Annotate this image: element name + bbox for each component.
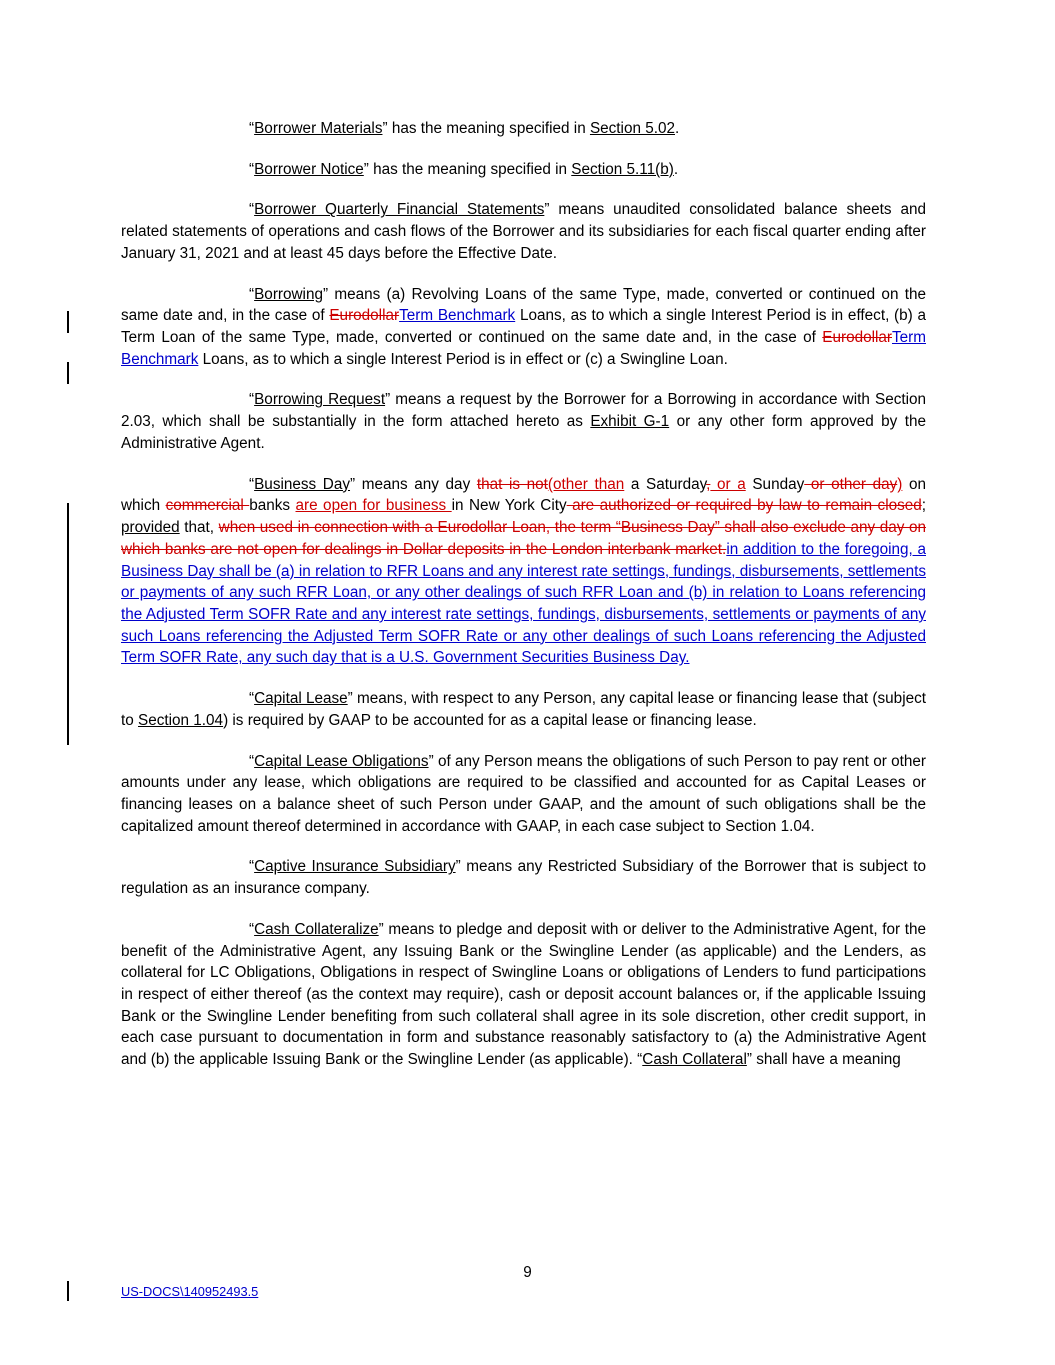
cross-reference: Section 5.11(b) bbox=[571, 160, 674, 178]
change-bar bbox=[67, 362, 69, 384]
inserted-text: Term Benchmark bbox=[121, 329, 926, 368]
inserted-text: ) bbox=[897, 475, 903, 493]
paragraph-text: a Saturday bbox=[624, 475, 707, 493]
paragraph-text: Loans, as to which a single Interest Period is in effect or (c) a Swingline Loan. bbox=[198, 350, 728, 368]
paragraph-text: that, bbox=[179, 519, 219, 537]
defined-term: Capital Lease Obligations bbox=[254, 752, 429, 770]
inserted-text: Term Benchmark bbox=[399, 307, 516, 325]
defined-term: Borrower Materials bbox=[254, 120, 383, 137]
paragraph-text: in New York City bbox=[451, 497, 567, 515]
paragraph-text: on which bbox=[121, 475, 926, 515]
defined-term: Capital Lease bbox=[254, 690, 348, 708]
page-number: 9 bbox=[523, 1264, 532, 1281]
paragraph-borrowing-request: “Borrowing Request” means a request by the Borrower for a Borrowing in accordance with Section 2.03, which shall be substantially in the form attached hereto as Exhibit G-1 or any other form approved by the Administrative Agent. bbox=[121, 391, 927, 452]
paragraph-text: ” means a request by the Borrower for a Borrowing in accordance with Section 2.03, which shall be substantially in the form attached hereto as bbox=[121, 391, 927, 431]
defined-term: Borrower Quarterly Financial Statements bbox=[254, 201, 545, 219]
defined-term: Borrower Notice bbox=[254, 160, 364, 178]
defined-term: Borrowing bbox=[254, 285, 323, 303]
paragraph-text: ” means unaudited consolidated balance sheets and related statements of operations and cash flows of the Borrower and its subsidiaries for each fiscal quarter ending after January 31, 2021 and at least 45 days before the Effective Date. bbox=[121, 201, 926, 262]
paragraph-borrower-materials: “Borrower Materials” has the meaning specified in Section 5.02. bbox=[249, 120, 680, 137]
defined-term: Captive Insurance Subsidiary bbox=[254, 858, 456, 876]
paragraph-text: ” means any day bbox=[350, 475, 477, 493]
paragraph-text: ” of any Person means the obligations of such Person to pay rent or other amounts under any lease, which obligations are required to be classified and accounted for as Capital Leases or financing leases on a balance sheet of such Person under GAAP, and the amount of such obligations shall be the capitalized amount thereof determined in accordance with GAAP, in each case subject to Section 1.04. bbox=[121, 752, 926, 835]
paragraph-text: ” means to pledge and deposit with or deliver to the Administrative Agent, for the benefit of the Administrative Agent, any Issuing Bank or the Swingline Lender (as applicable) and the Lenders, as collateral for LC Obligations, Obligations in respect of Swingline Loans or obligations of Lenders to fund participations in respect of either thereof (as the context may require), cash or deposit account balances or, if the applicable Issuing Bank or the Swingline Lender benefiting from such collateral shall agree in its sole discretion, other credit support, in each case pursuant to documentation in form and substance reasonably satisfactory to (a) the Administrative Agent and (b) the applicable Issuing Bank or the Swingline Lender (as applicable). “ bbox=[121, 920, 926, 1069]
change-bar bbox=[67, 503, 69, 745]
cross-reference: Section 5.02 bbox=[589, 120, 675, 137]
paragraph-borrower-notice: “Borrower Notice” has the meaning specified in Section 5.11(b). bbox=[249, 160, 679, 178]
defined-term: Cash Collateral bbox=[642, 1051, 747, 1069]
paragraph-business-day: “Business Day” means any day that is not(other than a Saturday, or a Sunday or other day) on which commercial banks are open for business in New York City are authorized or required by law to remain closed; provided that, when used in connection with a Eurodollar Loan, the term “Business Day” shall also exclude any day on which banks are not open for dealings in Dollar deposits in the London interbank market.in addition to the foregoing, a Business Day shall be (a) in relation to RFR Loans and any interest rate settings, fundings, disbursements, settlements or payments of any such RFR Loan, or any other dealings of such RFR Loan and (b) in relation to Loans referencing the Adjusted Term SOFR Rate and any interest rate settings, fundings, disbursements, settlements or payments of any such Loans referencing the Adjusted Term SOFR Rate or any other dealings of such Loans referencing the Adjusted Term SOFR Rate, any such day that is a U.S. Government Securities Business Day. bbox=[121, 475, 927, 667]
change-bar bbox=[67, 311, 69, 333]
proviso-label: provided bbox=[121, 519, 180, 537]
inserted-text: (other than bbox=[547, 475, 625, 493]
inserted-text: are open for business bbox=[295, 497, 452, 515]
paragraph-text: or any other form approved by the Administrative Agent. bbox=[121, 413, 926, 452]
change-bar bbox=[67, 1281, 69, 1301]
paragraph-capital-lease-obligations: “Capital Lease Obligations” of any Person means the obligations of such Person to pay rent or other amounts under any lease, which obligations are required to be classified and accounted for as Capital Leases or financing leases on a balance sheet of such Person under GAAP, and the amount of such obligations shall be the capitalized amount thereof determined in accordance with GAAP, in each case subject to Section 1.04. bbox=[121, 752, 926, 835]
inserted-text: or a bbox=[710, 475, 746, 493]
deleted-text: Eurodollar bbox=[822, 329, 892, 347]
defined-term: Cash Collateralize bbox=[254, 920, 379, 938]
cross-reference: Exhibit G-1 bbox=[590, 413, 670, 431]
deleted-text: , bbox=[706, 475, 711, 493]
paragraph-text: ; bbox=[921, 497, 927, 515]
paragraph-text: Sunday bbox=[745, 475, 805, 493]
deleted-text: Eurodollar bbox=[329, 307, 400, 325]
paragraph-text: banks bbox=[249, 497, 296, 515]
paragraph-text: ” means (a) Revolving Loans of the same Type, made, converted or continued on the same date and, in the case of bbox=[121, 285, 926, 325]
paragraph-text: Loans, as to which a single Interest Period is in effect, (b) a Term Loan of the same Type, made, converted or continued on the same date and, in the case of bbox=[121, 307, 926, 347]
defined-term: Business Day bbox=[254, 475, 351, 493]
paragraph-borrowing: “Borrowing” means (a) Revolving Loans of the same Type, made, converted or continued on the same date and, in the case of EurodollarTerm Benchmark Loans, as to which a single Interest Period is in effect, (b) a Term Loan of the same Type, made, converted or continued on the same date and, in the case of EurodollarTerm Benchmark Loans, as to which a single Interest Period is in effect or (c) a Swingline Loan. bbox=[121, 285, 926, 368]
deleted-text: commercial bbox=[165, 497, 250, 515]
paragraph-borrower-quarterly-financial-statements: “Borrower Quarterly Financial Statements” means unaudited consolidated balance sheets and related statements of operations and cash flows of the Borrower and its subsidiaries for each fiscal quarter ending after January 31, 2021 and at least 45 days before the Effective Date. bbox=[121, 201, 926, 262]
paragraph-text: ” shall have a meaning bbox=[746, 1051, 901, 1069]
paragraph-cash-collateralize: “Cash Collateralize” means to pledge and deposit with or deliver to the Administrative Agent, for the benefit of the Administrative Agent, any Issuing Bank or the Swingline Lender (as applicable) and the Lenders, as collateral for LC Obligations, Obligations in respect of Swingline Loans or obligations of Lenders to fund participations in respect of either thereof (as the context may require), cash or deposit account balances or, if the applicable Issuing Bank or the Swingline Lender benefiting from such collateral shall agree in its sole discretion, other credit support, in each case pursuant to documentation in form and substance reasonably satisfactory to (a) the Administrative Agent and (b) the applicable Issuing Bank or the Swingline Lender (as applicable). “Cash Collateral” shall have a meaning bbox=[121, 920, 926, 1069]
paragraph-text: ) is required by GAAP to be accounted for as a capital lease or financing lease. bbox=[223, 711, 757, 729]
deleted-text: or other day bbox=[804, 475, 898, 493]
paragraph-captive-insurance-subsidiary: “Captive Insurance Subsidiary” means any Restricted Subsidiary of the Borrower that is subject to regulation as an insurance company. bbox=[121, 858, 926, 898]
cross-reference: Section 1.04 bbox=[138, 711, 224, 729]
deleted-text: when used in connection with a Eurodollar Loan, the term “Business Day” shall also exclude any day on which banks are not open for dealings in Dollar deposits in the London interbank market. bbox=[121, 519, 926, 558]
inserted-text: in addition to the foregoing, a Business Day shall be (a) in relation to RFR Loans and any interest rate settings, fundings, disbursements, settlements or payments of any such RFR Loan, or any other dealings of such RFR Loan and (b) in relation to Loans referencing the Adjusted Term SOFR Rate and any interest rate settings, fundings, disbursements, settlements or payments of any such Loans referencing the Adjusted Term SOFR Rate or any other dealings of such Loans referencing the Adjusted Term SOFR Rate, any such day that is a U.S. Government Securities Business Day. bbox=[121, 540, 926, 667]
deleted-text: that is not bbox=[476, 475, 548, 493]
paragraph-capital-lease: “Capital Lease” means, with respect to any Person, any capital lease or financing lease that (subject to Section 1.04) is required by GAAP to be accounted for as a capital lease or financing lease. bbox=[121, 690, 926, 729]
document-body bbox=[121, 118, 926, 1071]
deleted-text: are authorized or required by law to remain closed bbox=[566, 497, 922, 515]
defined-term: Borrowing Request bbox=[254, 391, 386, 409]
paragraph-text: ” means any Restricted Subsidiary of the Borrower that is subject to regulation as an insurance company. bbox=[121, 858, 926, 898]
document-id-footer: US-DOCS\140952493.5 bbox=[121, 1284, 259, 1299]
paragraph-text: ” means, with respect to any Person, any capital lease or financing lease that (subject to bbox=[121, 690, 926, 729]
